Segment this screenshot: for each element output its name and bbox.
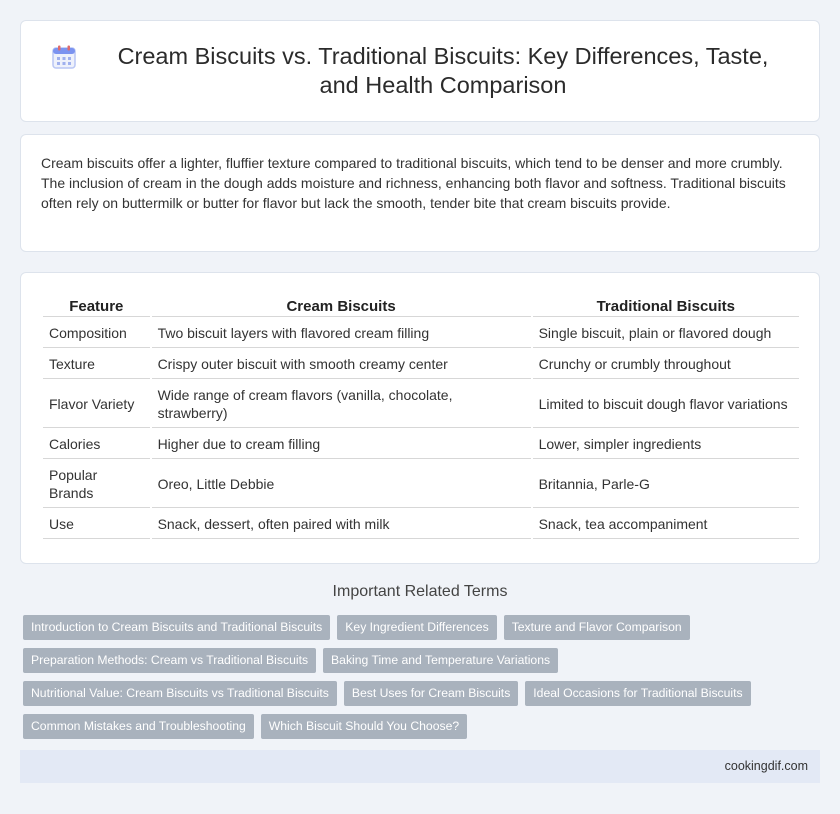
header-feature: Feature [43,295,150,317]
related-tag[interactable]: Texture and Flavor Comparison [504,615,690,640]
table-cell-feature: Texture [43,350,150,379]
table-cell-feature: Use [43,510,150,539]
comparison-table-card [20,272,820,564]
intro-card [20,134,820,252]
related-tag[interactable]: Preparation Methods: Cream vs Traditional Biscuits [23,648,316,673]
table-cell-cream: Two biscuit layers with flavored cream filling [152,319,531,348]
related-tag[interactable]: Introduction to Cream Biscuits and Traditional Biscuits [23,615,330,640]
table-cell-cream: Higher due to cream filling [152,430,531,459]
table-cell-feature: Composition [43,319,150,348]
comparison-table [41,293,801,541]
table-row [43,381,799,428]
table-cell-traditional: Britannia, Parle-G [533,461,799,508]
table-cell-feature: Popular Brands [43,461,150,508]
table-row [43,350,799,379]
table-cell-cream: Oreo, Little Debbie [152,461,531,508]
table-row [43,510,799,539]
table-cell-cream: Crispy outer biscuit with smooth creamy center [152,350,531,379]
related-tag[interactable]: Key Ingredient Differences [337,615,496,640]
table-cell-traditional: Single biscuit, plain or flavored dough [533,319,799,348]
related-tag[interactable]: Baking Time and Temperature Variations [323,648,558,673]
related-tag[interactable]: Best Uses for Cream Biscuits [344,681,518,706]
related-terms-heading: Important Related Terms [332,583,508,600]
table-cell-traditional: Lower, simpler ingredients [533,430,799,459]
footer [20,750,820,783]
header-traditional-biscuits: Traditional Biscuits [533,295,799,317]
table-row [43,319,799,348]
footer-site-link[interactable]: cookingdif.com [724,759,808,773]
header-card [20,20,820,122]
intro-paragraph: Cream biscuits offer a lighter, fluffier texture compared to traditional biscuits, which tend to be denser and more crumbly. The inclusion of cream in the dough adds moisture and richness, enhancing both flavor and softness. Traditional biscuits often rely on buttermilk or butter for flavor but lack the smooth, tender bite that cream biscuits provide. [41,155,786,211]
related-tag[interactable]: Which Biscuit Should You Choose? [261,714,467,739]
header-cream-biscuits: Cream Biscuits [152,295,531,317]
table-cell-traditional: Crunchy or crumbly throughout [533,350,799,379]
table-cell-cream: Snack, dessert, often paired with milk [152,510,531,539]
table-cell-cream: Wide range of cream flavors (vanilla, chocolate, strawberry) [152,381,531,428]
table-header-row [43,295,799,317]
table-cell-feature: Flavor Variety [43,381,150,428]
related-terms-tags [23,615,823,747]
related-tag[interactable]: Ideal Occasions for Traditional Biscuits [525,681,750,706]
table-cell-traditional: Limited to biscuit dough flavor variations [533,381,799,428]
related-tag[interactable]: Nutritional Value: Cream Biscuits vs Traditional Biscuits [23,681,337,706]
table-row [43,461,799,508]
page-title: Cream Biscuits vs. Traditional Biscuits: Key Differences, Taste, and Health Comparison [117,43,769,98]
calendar-icon [51,44,77,70]
table-cell-traditional: Snack, tea accompaniment [533,510,799,539]
related-tag[interactable]: Common Mistakes and Troubleshooting [23,714,254,739]
table-cell-feature: Calories [43,430,150,459]
table-row [43,430,799,459]
